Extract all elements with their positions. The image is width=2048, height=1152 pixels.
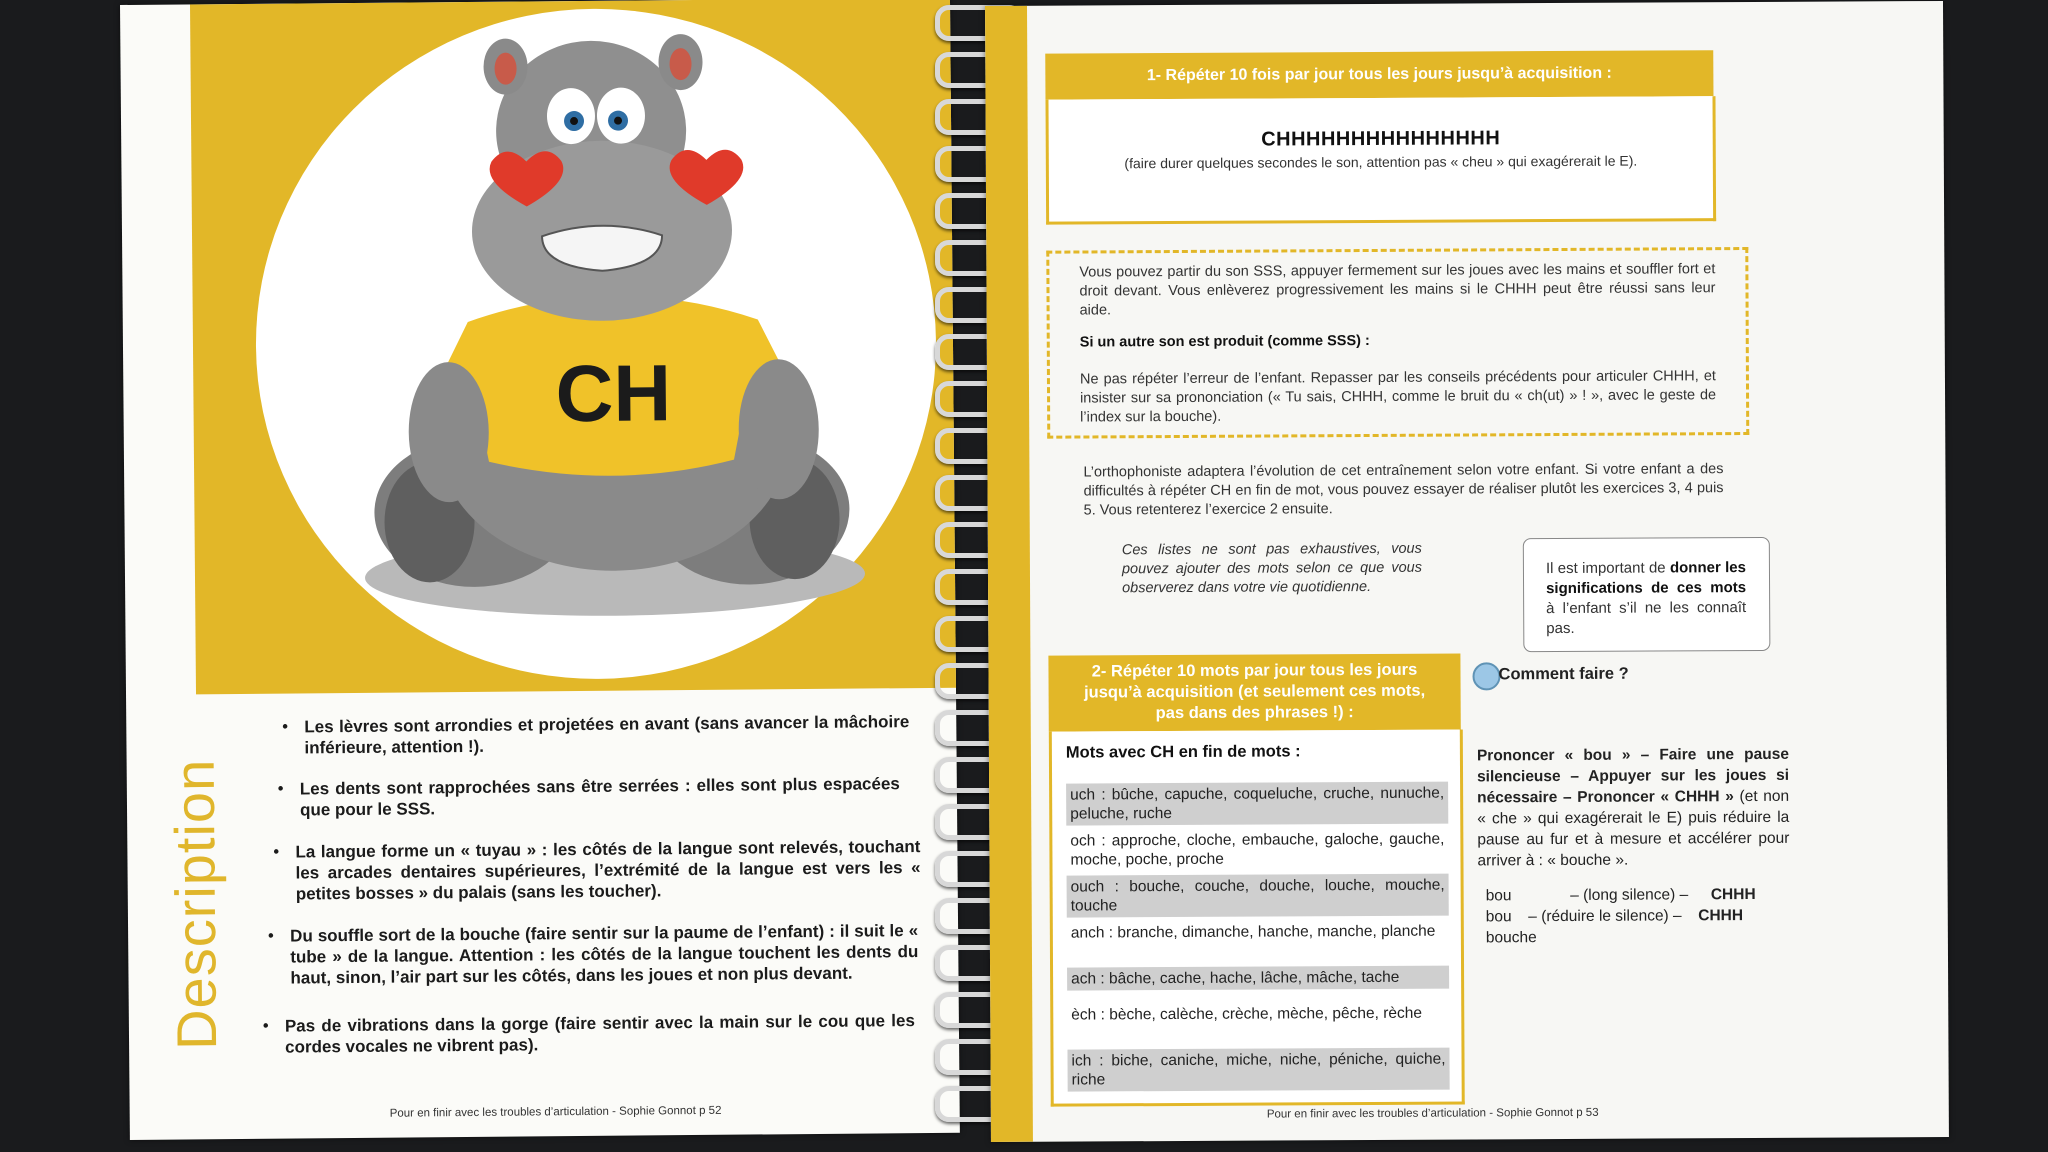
lists-note: Ces listes ne sont pas exhaustives, vous pouvez ajouter des mots selon ce que vous observerez dans votre vie quotidienne.: [1121, 540, 1422, 597]
list-item: ach : bâche, cache, hache, lâche, mâche, tache: [1067, 966, 1449, 991]
advice-paragraph: Vous pouvez partir du son SSS, appuyer fermement sur les joues avec les mains et souffler fort et droit devant. Vous enlèverez progressivement les mains si le CHHH peut être réussi sans leur aide.: [1079, 261, 1716, 319]
page-footer: Pour en finir avec les troubles d’articulation - Sophie Gonnot p 52: [389, 1104, 722, 1120]
exercise1-note: (faire durer quelques secondes le son, attention pas « cheu » qui exagérerait le E).: [1124, 152, 1638, 172]
hippo-illustration: [270, 18, 936, 674]
advice-box: [1046, 247, 1749, 439]
exercise2-header: 2- Répéter 10 mots par jour tous les jours jusqu’à acquisition (et seulement ces mots, pas dans des phrases !) :: [1048, 654, 1460, 732]
list-item: och : approche, cloche, embauche, galoche, gauche, moche, poche, proche: [1070, 830, 1445, 869]
word-list-title: Mots avec CH en fin de mots :: [1065, 742, 1301, 762]
page-footer: Pour en finir avec les troubles d’articulation - Sophie Gonnot p 53: [1266, 1106, 1599, 1121]
advice-paragraph: Ne pas répéter l’erreur de l’enfant. Repasser par les conseils précédents pour articuler CHHH, et insister sur sa prononciation (« Tu sais, CHHH, comme le bruit du « ch(ut) » ! », avec le geste de l’index sur la bouche).: [1079, 368, 1717, 426]
exercise1-sound: CHHHHHHHHHHHHHHH: [1261, 127, 1501, 151]
yellow-margin: [985, 6, 1033, 1142]
exercise2-box: [1049, 730, 1465, 1107]
lightbulb-icon: [1472, 662, 1500, 690]
section-title: Description: [162, 758, 229, 1051]
shirt-badge: CH: [555, 348, 672, 439]
list-item: • La langue forme un « tuyau » : les côtés de la langue sont relevés, touchant les arcades dentaires supérieures, l’extrémité de la langue est vers les « petites bosses » du palais (sans les toucher).: [295, 836, 921, 904]
list-item: • Du souffle sort de la bouche (faire sentir sur la paume de l’enfant) : il suit le « tube » de la langue. Attention : les côtés de la langue touchent les dents du haut, sinon, l’air part sur les côtés, dans les joues et non plus devant.: [290, 920, 919, 988]
tip-box: [1523, 537, 1771, 652]
list-item: ouch : bouche, couche, douche, louche, mouche, touche: [1067, 874, 1449, 918]
exercise1-header: 1- Répéter 10 fois par jour tous les jours jusqu’à acquisition :: [1045, 50, 1713, 99]
left-page: [120, 0, 960, 1140]
list-item: • Les lèvres sont arrondies et projetées en avant (sans avancer la mâchoire inférieure, attention !).: [304, 711, 909, 758]
howto-title: Comment faire ?: [1498, 664, 1629, 684]
list-item: uch : bûche, capuche, coqueluche, cruche, nunuche, peluche, ruche: [1066, 782, 1448, 826]
example-line: bouche: [1485, 929, 1537, 947]
list-item: • Pas de vibrations dans la gorge (faire sentir avec la main sur le cou que les cordes vocales ne vibrent pas).: [285, 1010, 915, 1057]
example-line: bou – (long silence) – CHHH: [1485, 885, 1756, 905]
tip-text: Il est important de donner les significations de ces mots à l’enfant s’il ne les connaît pas.: [1545, 559, 1747, 638]
exercise1-box: [1045, 96, 1716, 225]
howto-text: Prononcer « bou » – Faire une pause silencieuse – Appuyer sur les joues si nécessaire – Prononcer « CHHH » (et non « che » qui exagérerait le E) puis réduire la pause au fur et à mesure et accélérer pour arriver à : « bouche ».: [1476, 745, 1790, 870]
advice-subtitle: Si un autre son est produit (comme SSS) :: [1079, 332, 1370, 351]
list-item: èch : bèche, calèche, crèche, mèche, pêche, rèche: [1071, 1004, 1423, 1024]
right-page: [985, 1, 1949, 1142]
list-item: • Les dents sont rapprochées sans être serrées : elles sont plus espacées que pour le SSS.: [300, 773, 900, 820]
list-item: anch : branche, dimanche, hanche, manche, planche: [1070, 922, 1436, 942]
orthophonist-paragraph: L’orthophoniste adaptera l’évolution de cet entraînement selon votre enfant. Si votre enfant a des difficultés à répéter CH en fin de mot, vous pouvez essayer de réaliser plutôt les exercices 3, 4 puis 5. Vous retenterez l’exercice 2 ensuite.: [1083, 461, 1724, 519]
example-line: bou – (réduire le silence) – CHHH: [1485, 907, 1744, 926]
list-item: ich : biche, caniche, miche, niche, péniche, quiche, riche: [1067, 1048, 1449, 1092]
